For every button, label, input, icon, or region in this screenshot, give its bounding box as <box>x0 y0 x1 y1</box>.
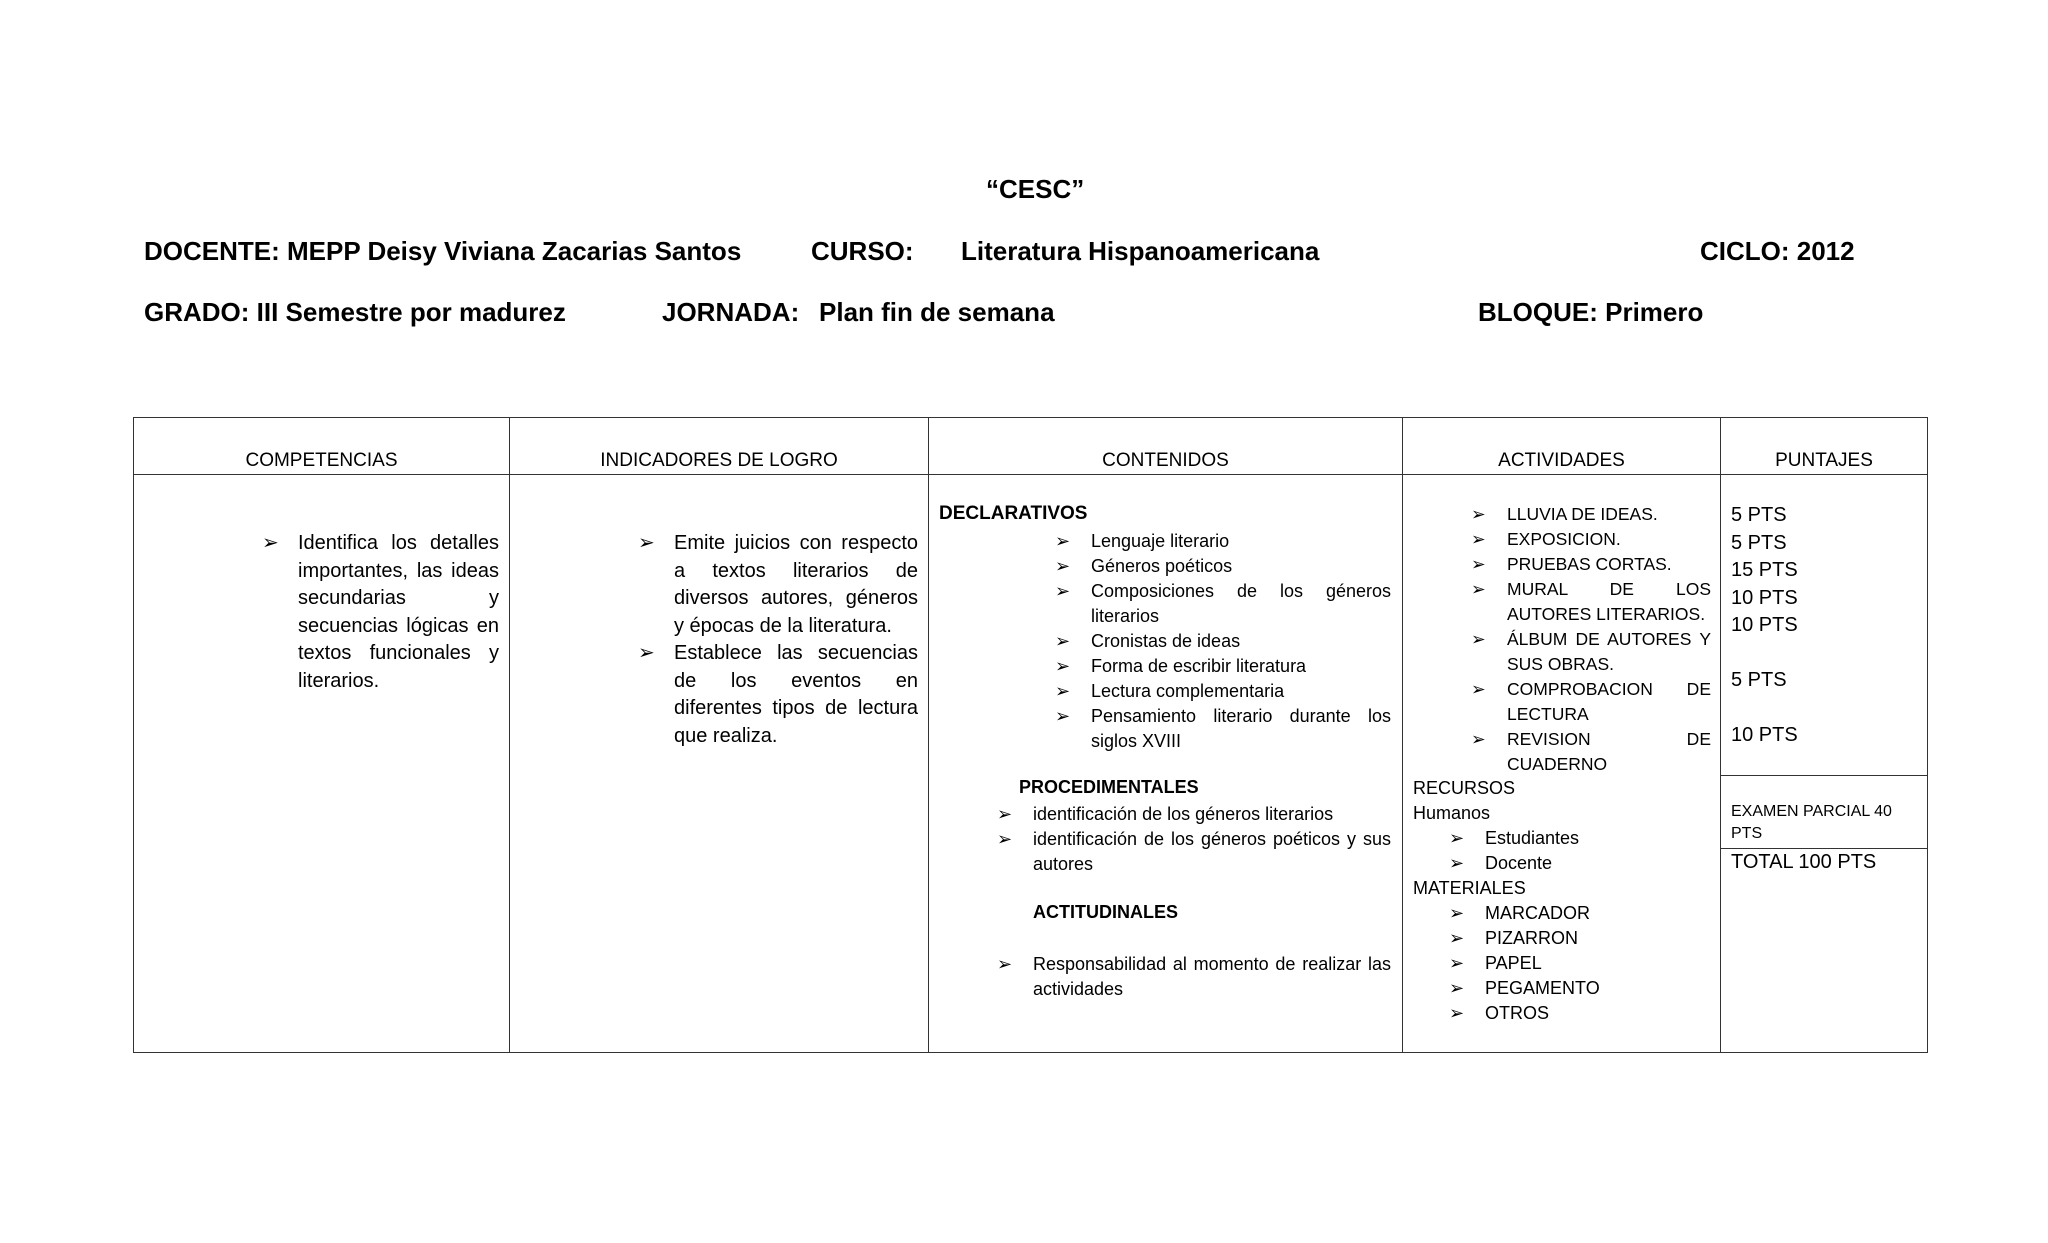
actividad-item: ➢ EXPOSICION. <box>1471 527 1711 552</box>
contenidos-cell <box>929 475 1403 1053</box>
grado-label: GRADO: III Semestre por madurez <box>144 297 566 327</box>
materiales-list <box>1449 901 1709 1026</box>
humanos-label: Humanos <box>1413 803 1491 823</box>
ciclo-label: CICLO: 2012 <box>1700 236 1855 266</box>
actitudinales-list <box>997 952 1391 1002</box>
actividad-item: ➢ ÁLBUM DE AUTORES Y SUS OBRAS. <box>1471 627 1711 677</box>
declarativo-item: ➢ Composiciones de los géneros literarios <box>1055 579 1391 629</box>
indicador-item: ➢ Emite juicios con respecto a textos literarios de diversos autores, géneros y épocas de la literatura. <box>638 530 918 640</box>
humanos-list <box>1449 826 1709 876</box>
material-item: ➢ PAPEL <box>1449 951 1709 976</box>
jornada-label: JORNADA: <box>662 297 800 327</box>
docente-label: DOCENTE: MEPP Deisy Viviana Zacarias Santos <box>144 236 742 266</box>
col-indicadores: INDICADORES DE LOGRO <box>510 418 929 475</box>
materiales-label: MATERIALES <box>1413 878 1526 898</box>
declarativo-item: ➢ Géneros poéticos <box>1055 554 1391 579</box>
actividad-item: ➢ REVISION DE CUADERNO <box>1471 727 1711 777</box>
actividad-item: ➢ COMPROBACION DE LECTURA <box>1471 677 1711 727</box>
indicadores-list <box>638 530 918 750</box>
table-header-row <box>134 418 1928 475</box>
total-puntaje: TOTAL 100 PTS <box>1731 851 1877 873</box>
declarativo-item: ➢ Pensamiento literario durante los siglos XVIII <box>1055 704 1391 754</box>
humano-item: ➢ Docente <box>1449 851 1709 876</box>
indicadores-cell <box>510 475 929 1053</box>
declarativos-title: DECLARATIVOS <box>939 503 1088 524</box>
puntaje-value: 5 PTS <box>1731 504 1787 526</box>
material-item: ➢ MARCADOR <box>1449 901 1709 926</box>
actitudinales-title: ACTITUDINALES <box>1033 902 1178 922</box>
examen-divider <box>1721 775 1927 776</box>
declarativos-list <box>1055 529 1391 754</box>
puntaje-value: 5 PTS <box>1731 669 1787 691</box>
procedimentales-list <box>997 802 1391 877</box>
competencias-list <box>262 530 499 695</box>
puntajes-values <box>1731 502 1798 750</box>
recursos-label: RECURSOS <box>1413 778 1516 798</box>
actividad-item: ➢ MURAL DE LOS AUTORES LITERARIOS. <box>1471 577 1711 627</box>
procedimentales-title: PROCEDIMENTALES <box>1019 777 1199 797</box>
col-competencias: COMPETENCIAS <box>134 418 510 475</box>
declarativo-item: ➢ Forma de escribir literatura <box>1055 654 1391 679</box>
actividad-item: ➢ LLUVIA DE IDEAS. <box>1471 502 1711 527</box>
indicador-item: ➢ Establece las secuencias de los eventos en diferentes tipos de lectura que realiza. <box>638 640 918 750</box>
actividades-list <box>1471 502 1711 777</box>
humano-item: ➢ Estudiantes <box>1449 826 1709 851</box>
bloque-label: BLOQUE: Primero <box>1478 297 1704 327</box>
procedimental-item: ➢ identificación de los géneros literarios <box>997 802 1391 827</box>
puntaje-value: 5 PTS <box>1731 531 1787 554</box>
total-divider <box>1721 848 1927 849</box>
puntaje-value: 10 PTS <box>1731 614 1798 636</box>
actitudinal-item: ➢ Responsabilidad al momento de realizar las actividades <box>997 952 1391 1002</box>
curso-label: CURSO: <box>811 236 914 266</box>
actividades-cell <box>1403 475 1721 1053</box>
declarativo-item: ➢ Lectura complementaria <box>1055 679 1391 704</box>
curso-value: Literatura Hispanoamericana <box>961 236 1320 266</box>
examen-parcial: EXAMEN PARCIAL 40 PTS <box>1731 803 1892 842</box>
col-actividades: ACTIVIDADES <box>1403 418 1721 475</box>
col-puntajes: PUNTAJES <box>1721 418 1928 475</box>
jornada-value: Plan fin de semana <box>819 297 1055 327</box>
declarativo-item: ➢ Lenguaje literario <box>1055 529 1391 554</box>
table-body-row <box>134 475 1928 1053</box>
procedimental-item: ➢ identificación de los géneros poéticos y sus autores <box>997 827 1391 877</box>
school-title: “CESC” <box>986 174 1085 204</box>
competencias-cell <box>134 475 510 1053</box>
actividad-item: ➢ PRUEBAS CORTAS. <box>1471 552 1711 577</box>
puntaje-value: 10 PTS <box>1731 724 1798 746</box>
declarativo-item: ➢ Cronistas de ideas <box>1055 629 1391 654</box>
puntaje-value: 15 PTS <box>1731 559 1798 581</box>
competencia-item: ➢ Identifica los detalles importantes, las ideas secundarias y secuencias lógicas en textos funcionales y literarios. <box>262 530 499 695</box>
puntajes-cell <box>1721 475 1928 1053</box>
material-item: ➢ OTROS <box>1449 1001 1709 1026</box>
material-item: ➢ PEGAMENTO <box>1449 976 1709 1001</box>
col-contenidos: CONTENIDOS <box>929 418 1403 475</box>
material-item: ➢ PIZARRON <box>1449 926 1709 951</box>
puntaje-value: 10 PTS <box>1731 586 1798 609</box>
plan-table <box>133 417 1928 1053</box>
